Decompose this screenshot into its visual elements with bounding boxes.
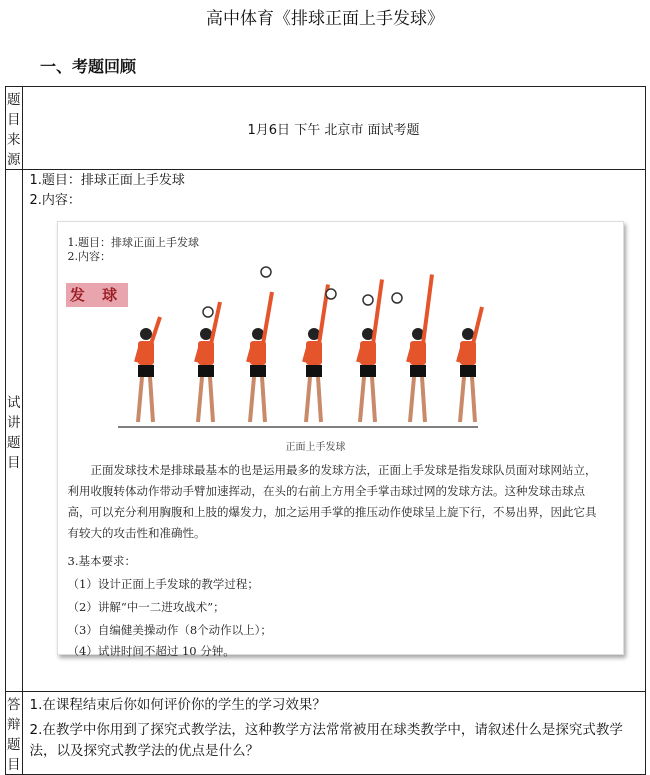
doc-paragraph: 正面发球技术是排球最基本的也是运用最多的发球方法，正面上手发球是指发球队员面对球网站立，利用收腹转体动作带动手臂加速挥动，在头的右前上方用全手掌击球过网的发球方法。这种发球击球点高，可以充分利用胸腹和上肢的爆发力，加之运用手掌的推压动作使球呈上旋下行，不易出界，因此它具有较大的攻击性和准确性。 xyxy=(67,463,597,540)
doc-line-1: 1.题目：排球正面上手发球 xyxy=(67,236,199,249)
row-label-source: 题目来源 xyxy=(6,87,23,170)
player-figure xyxy=(304,285,328,423)
player-figure xyxy=(136,317,160,422)
serve-badge: 发 球 xyxy=(66,283,128,307)
player-figure xyxy=(248,292,272,422)
row-value-source: 1月6日 下午 北京市 面试考题 xyxy=(22,87,645,170)
row-content-defense xyxy=(22,692,645,775)
requirement-item: （4）试讲时间不超过 10 分钟。 xyxy=(67,644,235,658)
requirement-item: （1）设计正面上手发球的教学过程； xyxy=(67,577,259,591)
doc-line-2: 2.内容： xyxy=(67,250,111,263)
player-figure xyxy=(458,307,482,422)
volleyball-ball xyxy=(326,289,336,299)
table-row-source xyxy=(6,87,646,170)
volleyball-ball xyxy=(392,293,402,303)
volleyball-ball xyxy=(261,267,271,277)
row-label-lecture: 试讲题目 xyxy=(6,170,23,692)
figure-caption: 正面上手发球 xyxy=(285,442,346,453)
lecture-line-2: 2.内容： xyxy=(29,193,81,208)
requirement-item: （2）讲解“中一二进攻战术”； xyxy=(67,600,225,614)
section-heading: 一、考题回顾 xyxy=(40,57,137,76)
requirement-item: （3）自编健美操动作（8个动作以上）； xyxy=(67,623,272,637)
scanned-document xyxy=(57,221,624,658)
defense-question: 1.在课程结束后你如何评价你的学生的学习效果？ xyxy=(29,697,326,713)
lecture-line-1: 1.题目：排球正面上手发球 xyxy=(29,173,185,188)
volleyball-ball xyxy=(203,307,213,317)
serve-illustration xyxy=(58,222,623,437)
player-figure xyxy=(408,275,432,423)
defense-question: 2.在教学中你用到了探究式教学法，这种教学方法常常被用在球类教学中，请叙述什么是探究式教学法，以及探究式教学法的优点是什么？ xyxy=(29,722,623,759)
table-row-lecture xyxy=(6,170,646,692)
req-title: 3.基本要求： xyxy=(67,554,136,568)
page-title: 高中体育《排球正面上手发球》 xyxy=(206,9,444,29)
exam-table xyxy=(5,86,646,775)
row-content-lecture xyxy=(22,170,645,692)
table-row-defense xyxy=(6,692,646,775)
volleyball-ball xyxy=(363,295,373,305)
player-figure xyxy=(196,302,220,422)
row-label-defense: 答辩题目 xyxy=(6,692,23,775)
